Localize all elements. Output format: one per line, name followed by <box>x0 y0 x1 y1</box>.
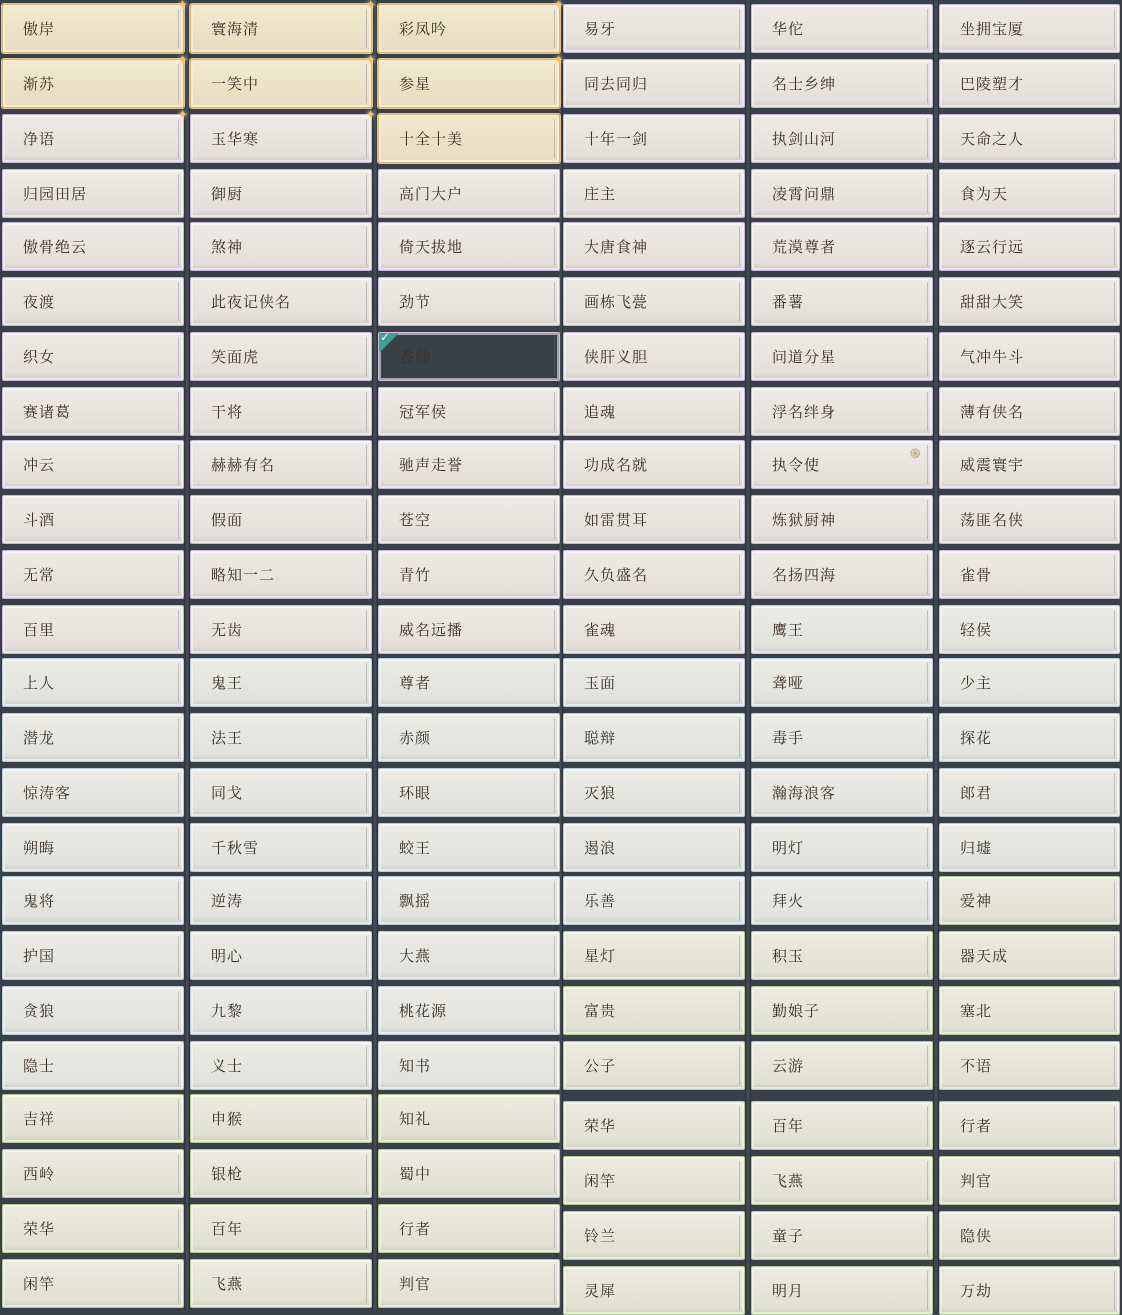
title-cell[interactable] <box>751 1266 933 1315</box>
title-cell[interactable] <box>2 0 188 53</box>
title-cell[interactable] <box>378 277 560 326</box>
title-cell[interactable] <box>190 550 372 599</box>
title-cell[interactable] <box>2 1204 184 1253</box>
title-cell[interactable] <box>939 931 1120 980</box>
title-cell[interactable] <box>751 277 933 326</box>
title-label: 渐苏 <box>23 75 56 93</box>
title-cell[interactable] <box>190 1149 372 1198</box>
title-label: 富贵 <box>584 1002 617 1020</box>
title-label: 青竹 <box>399 566 432 584</box>
title-label: 斗酒 <box>23 511 56 529</box>
title-label: 千秋雪 <box>211 839 260 857</box>
title-label: 玉华寒 <box>211 130 260 148</box>
title-cell[interactable] <box>563 1156 745 1205</box>
title-label: 探花 <box>960 729 993 747</box>
sparkle-star-icon: ✦ <box>177 108 188 123</box>
title-label: 吉祥 <box>23 1110 56 1128</box>
title-label: 名士乡绅 <box>772 75 837 93</box>
sparkle-star-icon: ✦ <box>365 53 376 68</box>
title-cell[interactable] <box>563 986 745 1035</box>
title-label: 鹰王 <box>772 621 805 639</box>
title-cell[interactable] <box>751 114 933 163</box>
title-cell[interactable] <box>563 440 745 489</box>
title-cell[interactable] <box>751 658 933 707</box>
title-label: 夜渡 <box>23 293 56 311</box>
title-cell[interactable] <box>190 277 372 326</box>
title-label: 同戈 <box>211 784 244 802</box>
title-cell[interactable] <box>563 823 745 872</box>
title-label: 御厨 <box>211 185 244 203</box>
title-label: 冲云 <box>23 456 56 474</box>
title-label: 倚天拔地 <box>399 238 464 256</box>
title-label: 九黎 <box>211 1002 244 1020</box>
title-cell[interactable] <box>563 277 745 326</box>
title-cell[interactable] <box>751 605 933 654</box>
title-label: 惊涛客 <box>23 784 72 802</box>
title-label: 器天成 <box>960 947 1009 965</box>
title-cell[interactable] <box>378 332 560 381</box>
title-label: 执令使 <box>772 456 821 474</box>
title-label: 假面 <box>211 511 244 529</box>
title-cell[interactable] <box>190 332 372 381</box>
title-label: 炼狱厨神 <box>772 511 837 529</box>
title-label: 大燕 <box>399 947 432 965</box>
title-label: 煞神 <box>211 238 244 256</box>
title-cell[interactable] <box>2 222 184 271</box>
title-label: 桃花源 <box>399 1002 448 1020</box>
title-cell[interactable] <box>751 169 933 218</box>
title-cell[interactable] <box>563 59 745 108</box>
title-label: 知礼 <box>399 1110 432 1128</box>
title-label: 隐侠 <box>960 1227 993 1245</box>
title-cell[interactable] <box>378 1149 560 1198</box>
title-cell[interactable] <box>751 495 933 544</box>
title-label: 玉面 <box>584 674 617 692</box>
title-cell[interactable] <box>939 658 1120 707</box>
title-label: 潜龙 <box>23 729 56 747</box>
title-cell[interactable] <box>190 1041 372 1090</box>
title-cell[interactable] <box>190 1259 372 1308</box>
title-label: 易牙 <box>584 20 617 38</box>
title-label: 气冲牛斗 <box>960 348 1025 366</box>
title-label: 此夜记侠名 <box>211 293 292 311</box>
title-label: 雀骨 <box>960 566 993 584</box>
title-label: 百里 <box>23 621 56 639</box>
title-cell[interactable] <box>563 658 745 707</box>
title-cell[interactable] <box>751 931 933 980</box>
title-cell[interactable] <box>751 1211 933 1260</box>
title-label: 灭狼 <box>584 784 617 802</box>
title-label: 拜火 <box>772 892 805 910</box>
title-label: 公子 <box>584 1057 617 1075</box>
title-label: 护国 <box>23 947 56 965</box>
title-label: 赫赫有名 <box>211 456 276 474</box>
title-cell[interactable] <box>190 108 376 163</box>
title-cell[interactable] <box>378 1094 560 1143</box>
title-cell[interactable] <box>751 332 933 381</box>
title-label: 彩凤吟 <box>399 20 448 38</box>
title-cell[interactable] <box>378 823 560 872</box>
title-label: 勤娘子 <box>772 1002 821 1020</box>
title-label: 聪辩 <box>584 729 617 747</box>
title-label: 赛诸葛 <box>23 403 72 421</box>
title-label: 爱神 <box>960 892 993 910</box>
title-cell[interactable] <box>939 1156 1120 1205</box>
title-cell[interactable] <box>751 768 933 817</box>
title-label: 执剑山河 <box>772 130 837 148</box>
title-cell[interactable] <box>378 387 560 436</box>
title-label: 华佗 <box>772 20 805 38</box>
title-cell[interactable] <box>563 387 745 436</box>
title-label: 瀚海浪客 <box>772 784 837 802</box>
title-label: 苍空 <box>399 511 432 529</box>
title-label: 鬼将 <box>23 892 56 910</box>
title-cell[interactable] <box>190 823 372 872</box>
title-cell[interactable] <box>563 550 745 599</box>
title-label: 织女 <box>23 348 56 366</box>
title-cell[interactable] <box>190 931 372 980</box>
title-cell[interactable] <box>190 495 372 544</box>
title-label: 庄主 <box>584 185 617 203</box>
title-cell[interactable] <box>563 931 745 980</box>
title-label: 干将 <box>211 403 244 421</box>
title-cell[interactable] <box>563 768 745 817</box>
title-cell[interactable] <box>378 495 560 544</box>
title-label: 遏浪 <box>584 839 617 857</box>
title-cell[interactable] <box>751 986 933 1035</box>
title-label: 飘摇 <box>399 892 432 910</box>
title-cell[interactable] <box>751 4 933 53</box>
title-cell[interactable] <box>378 986 560 1035</box>
title-cell[interactable] <box>2 495 184 544</box>
title-cell[interactable] <box>378 114 560 163</box>
title-label: 毒手 <box>772 729 805 747</box>
title-cell[interactable] <box>190 53 376 108</box>
title-cell[interactable] <box>751 59 933 108</box>
title-cell[interactable] <box>939 1211 1120 1260</box>
title-cell[interactable] <box>751 1041 933 1090</box>
title-label: 义士 <box>211 1057 244 1075</box>
title-label: 隐士 <box>23 1057 56 1075</box>
title-cell[interactable] <box>378 440 560 489</box>
title-cell[interactable] <box>563 713 745 762</box>
title-label: 凌霄问鼎 <box>772 185 837 203</box>
title-cell[interactable] <box>2 713 184 762</box>
title-cell[interactable] <box>563 605 745 654</box>
title-label: 明月 <box>772 1282 805 1300</box>
title-label: 少主 <box>960 674 993 692</box>
title-cell[interactable] <box>2 931 184 980</box>
title-cell[interactable] <box>751 222 933 271</box>
title-label: 塞北 <box>960 1002 993 1020</box>
title-label: 鬼王 <box>211 674 244 692</box>
title-cell[interactable] <box>939 1266 1120 1315</box>
title-cell[interactable] <box>190 222 372 271</box>
title-cell[interactable] <box>190 658 372 707</box>
title-cell[interactable] <box>563 1266 745 1315</box>
title-label: 闲竿 <box>584 1172 617 1190</box>
title-label: 飞燕 <box>211 1275 244 1293</box>
title-cell[interactable] <box>939 169 1120 218</box>
title-label: 傲岸 <box>23 20 56 38</box>
title-cell[interactable] <box>2 1149 184 1198</box>
title-cell[interactable] <box>190 768 372 817</box>
title-cell[interactable] <box>939 4 1120 53</box>
title-cell[interactable] <box>2 550 184 599</box>
title-label: 百年 <box>772 1117 805 1135</box>
title-label: 童子 <box>772 1227 805 1245</box>
title-cell[interactable] <box>2 53 188 108</box>
title-cell[interactable] <box>563 876 745 925</box>
title-label: 无常 <box>23 566 56 584</box>
title-label: 甜甜大笑 <box>960 293 1025 311</box>
title-cell[interactable] <box>563 332 745 381</box>
swirl-emblem-icon: ֍ <box>910 447 921 462</box>
title-label: 高门大户 <box>399 185 464 203</box>
title-label: 逐云行远 <box>960 238 1025 256</box>
title-label: 笑面虎 <box>211 348 260 366</box>
title-cell[interactable] <box>939 605 1120 654</box>
title-label: 威震寰宇 <box>960 456 1025 474</box>
title-cell[interactable] <box>751 1101 933 1150</box>
title-label: 万劫 <box>960 1282 993 1300</box>
title-cell[interactable] <box>751 713 933 762</box>
title-label: 百年 <box>211 1220 244 1238</box>
title-label: 蜀中 <box>399 1165 432 1183</box>
title-cell[interactable] <box>939 114 1120 163</box>
title-label: 荣华 <box>584 1117 617 1135</box>
title-cell[interactable] <box>563 1101 745 1150</box>
title-cell[interactable] <box>563 114 745 163</box>
title-label: 闲竿 <box>23 1275 56 1293</box>
title-cell[interactable] <box>939 768 1120 817</box>
title-cell[interactable] <box>378 658 560 707</box>
title-label: 星灯 <box>584 947 617 965</box>
title-label: 积玉 <box>772 947 805 965</box>
title-cell[interactable] <box>939 387 1120 436</box>
title-cell[interactable] <box>563 1211 745 1260</box>
title-cell[interactable] <box>190 605 372 654</box>
title-label: 轻侯 <box>960 621 993 639</box>
title-label: 环眼 <box>399 784 432 802</box>
title-label: 天命之人 <box>960 130 1025 148</box>
title-cell[interactable] <box>190 1094 372 1143</box>
title-label: 申猴 <box>211 1110 244 1128</box>
title-label: 如雷贯耳 <box>584 511 649 529</box>
title-cell[interactable] <box>751 550 933 599</box>
check-mark-icon: ✓ <box>380 330 391 344</box>
title-cell[interactable] <box>2 277 184 326</box>
title-label: 寰海清 <box>211 20 260 38</box>
title-cell[interactable] <box>190 986 372 1035</box>
title-label: 灵犀 <box>584 1282 617 1300</box>
title-label: 蛟王 <box>399 839 432 857</box>
title-cell[interactable] <box>378 169 560 218</box>
title-cell[interactable] <box>2 332 184 381</box>
title-cell[interactable] <box>190 169 372 218</box>
title-cell[interactable] <box>2 1041 184 1090</box>
title-label: 久负盛名 <box>584 566 649 584</box>
title-cell[interactable] <box>563 495 745 544</box>
title-cell[interactable] <box>563 169 745 218</box>
title-label: 荒漠尊者 <box>772 238 837 256</box>
sparkle-star-icon: ✦ <box>553 0 564 13</box>
title-cell[interactable] <box>2 768 184 817</box>
title-label: 贪狼 <box>23 1002 56 1020</box>
title-cell[interactable] <box>378 931 560 980</box>
title-label: 劲节 <box>399 293 432 311</box>
title-label: 判官 <box>399 1275 432 1293</box>
title-label: 驰声走誉 <box>399 456 464 474</box>
title-label: 归墟 <box>960 839 993 857</box>
title-label: 聋哑 <box>772 674 805 692</box>
title-cell[interactable] <box>2 440 184 489</box>
title-cell[interactable] <box>939 222 1120 271</box>
title-label: 番薯 <box>772 293 805 311</box>
title-cell[interactable] <box>2 387 184 436</box>
title-label: 明心 <box>211 947 244 965</box>
title-cell[interactable] <box>378 1204 560 1253</box>
title-label: 云游 <box>772 1057 805 1075</box>
title-label: 雀魂 <box>584 621 617 639</box>
title-label: 巴陵塑才 <box>960 75 1025 93</box>
title-cell[interactable] <box>190 1204 372 1253</box>
title-label: 无齿 <box>211 621 244 639</box>
title-label: 法王 <box>211 729 244 747</box>
sparkle-star-icon: ✦ <box>365 108 376 123</box>
title-label: 不语 <box>960 1057 993 1075</box>
title-label: 飞燕 <box>772 1172 805 1190</box>
title-cell[interactable] <box>2 658 184 707</box>
title-cell[interactable] <box>378 876 560 925</box>
title-label: 浮名绊身 <box>772 403 837 421</box>
title-cell[interactable] <box>563 1041 745 1090</box>
title-label: 判官 <box>960 1172 993 1190</box>
title-label: 追魂 <box>584 403 617 421</box>
title-label: 薄有侠名 <box>960 403 1025 421</box>
title-label: 净语 <box>23 130 56 148</box>
title-label: 归园田居 <box>23 185 88 203</box>
title-cell[interactable] <box>939 1101 1120 1150</box>
title-label: 食为天 <box>960 185 1009 203</box>
title-cell[interactable] <box>190 0 376 53</box>
title-label: 明灯 <box>772 839 805 857</box>
title-label: 冠军侯 <box>399 403 448 421</box>
title-label: 知书 <box>399 1057 432 1075</box>
title-label: 一笑中 <box>211 75 260 93</box>
title-label: 傲骨绝云 <box>23 238 88 256</box>
title-cell[interactable] <box>751 1156 933 1205</box>
title-cell[interactable] <box>378 1259 560 1308</box>
title-label: 略知一二 <box>211 566 276 584</box>
title-label: 坐拥宝厦 <box>960 20 1025 38</box>
title-cell[interactable] <box>2 108 188 163</box>
title-cell[interactable] <box>939 332 1120 381</box>
sparkle-star-icon: ✦ <box>177 0 188 13</box>
title-cell[interactable] <box>751 440 933 489</box>
title-cell[interactable] <box>563 222 745 271</box>
title-cell[interactable] <box>2 876 184 925</box>
title-label: 威名远播 <box>399 621 464 639</box>
title-label: 侠肝义胆 <box>584 348 649 366</box>
title-cell[interactable] <box>939 713 1120 762</box>
title-cell[interactable] <box>751 387 933 436</box>
title-label: 参星 <box>399 75 432 93</box>
title-label: 尊者 <box>399 674 432 692</box>
title-label: 功成名就 <box>584 456 649 474</box>
title-cell[interactable] <box>939 876 1120 925</box>
title-label: 银枪 <box>211 1165 244 1183</box>
title-cell[interactable] <box>378 550 560 599</box>
title-label: 铃兰 <box>584 1227 617 1245</box>
title-label: 香帅 <box>399 348 432 366</box>
title-cell[interactable] <box>939 277 1120 326</box>
title-cell[interactable] <box>939 495 1120 544</box>
title-cell[interactable] <box>378 0 564 53</box>
title-label: 上人 <box>23 674 56 692</box>
title-cell[interactable] <box>378 1041 560 1090</box>
sparkle-star-icon: ✦ <box>553 53 564 68</box>
title-cell[interactable] <box>2 605 184 654</box>
title-label: 郎君 <box>960 784 993 802</box>
title-cell[interactable] <box>939 59 1120 108</box>
title-cell[interactable] <box>939 1041 1120 1090</box>
title-label: 西岭 <box>23 1165 56 1183</box>
title-cell[interactable] <box>190 440 372 489</box>
title-cell[interactable] <box>939 440 1120 489</box>
title-label: 画栋飞甍 <box>584 293 649 311</box>
sparkle-star-icon: ✦ <box>177 53 188 68</box>
title-cell[interactable] <box>190 713 372 762</box>
title-cell[interactable] <box>939 823 1120 872</box>
title-cell[interactable] <box>939 550 1120 599</box>
title-cell[interactable] <box>190 387 372 436</box>
title-label: 同去同归 <box>584 75 649 93</box>
title-cell[interactable] <box>378 53 564 108</box>
title-label: 朔晦 <box>23 839 56 857</box>
title-cell[interactable] <box>2 823 184 872</box>
title-cell[interactable] <box>939 986 1120 1035</box>
title-cell[interactable] <box>2 1259 184 1308</box>
title-cell[interactable] <box>751 823 933 872</box>
sparkle-star-icon: ✦ <box>365 0 376 13</box>
title-cell[interactable] <box>378 768 560 817</box>
title-cell[interactable] <box>190 876 372 925</box>
title-label: 赤颜 <box>399 729 432 747</box>
title-cell[interactable] <box>378 605 560 654</box>
title-cell[interactable] <box>563 4 745 53</box>
title-label: 荣华 <box>23 1220 56 1238</box>
title-label: 问道分星 <box>772 348 837 366</box>
title-cell[interactable] <box>378 222 560 271</box>
title-label: 十全十美 <box>399 130 464 148</box>
title-label: 行者 <box>960 1117 993 1135</box>
title-cell[interactable] <box>751 876 933 925</box>
title-label: 荡匪名侠 <box>960 511 1025 529</box>
title-cell[interactable] <box>2 1094 184 1143</box>
title-label: 乐善 <box>584 892 617 910</box>
title-label: 逆涛 <box>211 892 244 910</box>
title-label: 名扬四海 <box>772 566 837 584</box>
title-label: 行者 <box>399 1220 432 1238</box>
title-label: 十年一剑 <box>584 130 649 148</box>
title-cell[interactable] <box>2 169 184 218</box>
title-label: 大唐食神 <box>584 238 649 256</box>
title-cell[interactable] <box>2 986 184 1035</box>
title-cell[interactable] <box>378 713 560 762</box>
